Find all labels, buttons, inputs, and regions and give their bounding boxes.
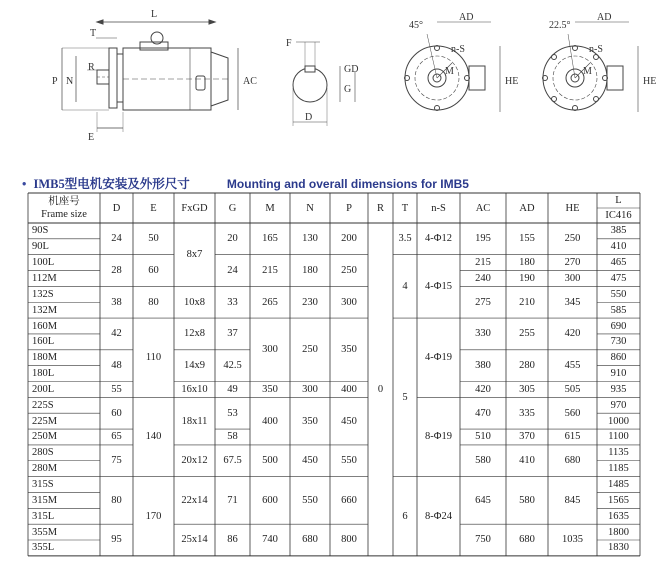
header-d: D xyxy=(112,202,121,214)
table-row-l: 465 xyxy=(610,257,627,269)
table-row-l: 1800 xyxy=(608,526,629,538)
label-L: L xyxy=(151,9,158,20)
table-cell-ac: 275 xyxy=(475,296,491,308)
table-cell-d: 28 xyxy=(111,265,122,277)
label-AD-2: AD xyxy=(597,12,612,23)
table-cell-d: 38 xyxy=(111,296,122,308)
table-row-frame: 112M xyxy=(32,272,57,284)
header-t: T xyxy=(401,202,409,214)
table-cell-ad: 155 xyxy=(519,233,535,245)
table-cell-ac: 240 xyxy=(475,272,491,284)
table-cell-m: 300 xyxy=(262,344,278,356)
table-cell-ac: 330 xyxy=(475,328,491,340)
table-cell-p: 660 xyxy=(341,494,357,506)
header-ad: AD xyxy=(519,202,535,214)
table-row-l: 1185 xyxy=(608,463,629,475)
table-row-frame: 315L xyxy=(32,510,55,522)
table-cell-t: 5 xyxy=(402,391,408,403)
label-22-5-deg: 22.5° xyxy=(549,20,571,31)
table-cell-ns: 8-Φ24 xyxy=(425,510,452,522)
table-cell-m: 600 xyxy=(262,494,278,506)
table-row-l: 1000 xyxy=(608,415,629,427)
table-cell-d: 42 xyxy=(111,328,122,340)
heading-title-cn: IMB5型电机安装及外形尺寸 xyxy=(33,177,190,191)
table-row-l: 410 xyxy=(610,241,627,253)
table-cell-ad: 680 xyxy=(519,534,535,546)
table-cell-fxgd: 12x8 xyxy=(184,328,205,340)
label-R: R xyxy=(88,62,95,73)
table-cell-n: 230 xyxy=(302,296,318,308)
table-cell-he: 300 xyxy=(564,272,581,284)
table-cell-m: 400 xyxy=(262,415,278,427)
label-HE-1: HE xyxy=(505,76,519,87)
table-row-frame: 132S xyxy=(32,288,54,300)
label-M-2: M xyxy=(583,66,592,77)
header-ns: n-S xyxy=(431,202,446,214)
label-HE-2: HE xyxy=(643,76,657,87)
table-row-frame: 100L xyxy=(32,257,55,269)
table-cell-he: 270 xyxy=(564,257,581,269)
label-T: T xyxy=(90,28,97,39)
table-row-frame: 280M xyxy=(32,463,58,475)
table-cell-n: 350 xyxy=(302,415,318,427)
table-cell-e: 170 xyxy=(145,510,162,522)
label-F: F xyxy=(286,38,292,49)
table-cell-he: 250 xyxy=(564,233,581,245)
table-cell-p: 300 xyxy=(341,296,357,308)
table-cell-ns: 4-Φ12 xyxy=(425,233,452,245)
table-cell-ac: 195 xyxy=(475,233,491,245)
table-row-frame: 280S xyxy=(32,447,54,459)
table-cell-t: 4 xyxy=(402,280,408,292)
table-cell-he: 420 xyxy=(564,328,581,340)
table-cell-ad: 370 xyxy=(519,431,535,443)
table-cell-g: 20 xyxy=(227,233,238,245)
table-row-l: 1565 xyxy=(608,494,629,506)
label-P: P xyxy=(52,76,58,87)
table-cell-g: 67.5 xyxy=(223,455,242,467)
table-cell-ad: 180 xyxy=(519,257,535,269)
table-cell-t: 6 xyxy=(402,510,408,522)
table-cell-p: 800 xyxy=(341,534,357,546)
table-row-frame: 315M xyxy=(32,494,58,506)
table-cell-e: 140 xyxy=(145,431,162,443)
table-cell-ac: 645 xyxy=(475,494,491,506)
table-row-frame: 200L xyxy=(32,383,55,395)
table-cell-g: 71 xyxy=(227,494,238,506)
table-cell-d: 55 xyxy=(111,383,122,395)
table-row-l: 1135 xyxy=(608,447,629,459)
table-cell-n: 680 xyxy=(302,534,318,546)
table-cell-g: 24 xyxy=(227,265,238,277)
table-row-l: 690 xyxy=(610,320,627,332)
table-row-l: 385 xyxy=(610,225,627,237)
table-cell-he: 615 xyxy=(564,431,581,443)
table-row-frame: 180M xyxy=(32,352,58,364)
table-row-frame: 250M xyxy=(32,431,58,443)
table-cell-m: 165 xyxy=(262,233,278,245)
table-row-l: 860 xyxy=(610,352,627,364)
table-row-frame: 160L xyxy=(32,336,55,348)
table-cell-e: 60 xyxy=(148,265,159,277)
table-cell-d: 48 xyxy=(111,360,122,372)
table-cell-fxgd: 20x12 xyxy=(181,455,208,467)
table-cell-g: 86 xyxy=(227,534,238,546)
table-cell-g: 33 xyxy=(227,296,238,308)
table-cell-he: 505 xyxy=(564,383,581,395)
table-cell-ns: 8-Φ19 xyxy=(425,431,452,443)
table-cell-m: 215 xyxy=(262,265,278,277)
table-cell-ad: 305 xyxy=(519,383,535,395)
table-cell-fxgd: 8x7 xyxy=(186,249,203,261)
table-cell-he: 1035 xyxy=(562,534,583,546)
table-cell-g: 37 xyxy=(227,328,238,340)
header-p: P xyxy=(346,202,352,214)
label-nS-1: n-S xyxy=(451,44,465,55)
table-row-frame: 180L xyxy=(32,368,55,380)
table-cell-fxgd: 16x10 xyxy=(181,383,208,395)
table-cell-ac: 510 xyxy=(475,431,491,443)
table-cell-g: 42.5 xyxy=(223,360,242,372)
table-cell-ac: 750 xyxy=(475,534,491,546)
header-l-sub: IC416 xyxy=(605,210,632,221)
header-l: L xyxy=(615,195,622,206)
table-cell-fxgd: 10x8 xyxy=(184,296,205,308)
table-cell-ad: 210 xyxy=(519,296,535,308)
table-row-l: 1485 xyxy=(608,479,629,491)
table-row-l: 910 xyxy=(610,368,627,380)
label-AD-1: AD xyxy=(459,12,474,23)
table-cell-p: 550 xyxy=(341,455,357,467)
table-row-l: 1830 xyxy=(608,542,629,554)
label-M-1: M xyxy=(445,66,454,77)
table-cell-ns: 4-Φ15 xyxy=(425,280,452,292)
table-cell-he: 845 xyxy=(564,494,581,506)
table-cell-d: 60 xyxy=(111,407,122,419)
table-row-l: 970 xyxy=(610,399,627,411)
label-N: N xyxy=(66,76,74,87)
table-cell-n: 250 xyxy=(302,344,318,356)
table-cell-n: 300 xyxy=(302,383,318,395)
header-n: N xyxy=(306,202,314,214)
table-row-l: 1635 xyxy=(608,510,629,522)
header-m: M xyxy=(265,202,275,214)
table-cell-d: 75 xyxy=(111,455,122,467)
table-row-l: 475 xyxy=(610,272,627,284)
header-frame-cn: 机座号 xyxy=(48,196,80,207)
table-cell-e: 80 xyxy=(148,296,159,308)
table-cell-d: 65 xyxy=(111,431,122,443)
heading-bullet: • xyxy=(22,177,27,191)
table-cell-d: 80 xyxy=(111,494,122,506)
header-e: E xyxy=(150,202,157,214)
label-E: E xyxy=(88,132,95,143)
table-cell-g: 58 xyxy=(227,431,238,443)
table-cell-p: 400 xyxy=(341,383,357,395)
table-cell-ad: 280 xyxy=(519,360,535,372)
header-he: HE xyxy=(565,202,580,214)
table-cell-ac: 420 xyxy=(475,383,491,395)
header-r: R xyxy=(376,202,384,214)
table-cell-g: 53 xyxy=(227,407,238,419)
table-cell-ac: 470 xyxy=(475,407,491,419)
table-cell-fxgd: 22x14 xyxy=(181,494,208,506)
table-cell-n: 130 xyxy=(302,233,318,245)
table-row-l: 730 xyxy=(610,336,627,348)
table-row-frame: 132M xyxy=(32,304,58,316)
label-GD: GD xyxy=(344,64,359,75)
table-row-frame: 315S xyxy=(32,479,54,491)
table-cell-fxgd: 14x9 xyxy=(184,360,205,372)
table-cell-he: 455 xyxy=(564,360,581,372)
header-ac: AC xyxy=(475,202,491,214)
table-cell-ad: 335 xyxy=(519,407,535,419)
table-cell-p: 200 xyxy=(341,233,357,245)
table-cell-he: 560 xyxy=(564,407,581,419)
heading-title-en: Mounting and overall dimensions for IMB5 xyxy=(226,177,469,191)
table-row-l: 550 xyxy=(610,288,627,300)
table-row-l: 935 xyxy=(610,383,627,395)
table-cell-p: 450 xyxy=(341,415,357,427)
table-row-frame: 90S xyxy=(32,225,49,237)
label-AC: AC xyxy=(243,76,257,87)
table-cell-m: 265 xyxy=(262,296,278,308)
table-row-frame: 355L xyxy=(32,542,55,554)
table-cell-n: 180 xyxy=(302,265,318,277)
table-cell-d: 95 xyxy=(111,534,122,546)
table-cell-ad: 190 xyxy=(519,272,535,284)
table-cell-ad: 580 xyxy=(519,494,535,506)
table-cell-p: 250 xyxy=(341,265,357,277)
table-cell-m: 740 xyxy=(262,534,278,546)
label-G: G xyxy=(344,84,352,95)
table-cell-ns: 4-Φ19 xyxy=(425,352,452,364)
table-cell-e: 110 xyxy=(145,352,162,364)
table-cell-g: 49 xyxy=(227,383,238,395)
table-cell-p: 350 xyxy=(341,344,357,356)
table-cell-ac: 580 xyxy=(475,455,491,467)
label-nS-2: n-S xyxy=(589,44,603,55)
table-cell-m: 350 xyxy=(262,383,278,395)
table-cell-ad: 255 xyxy=(519,328,535,340)
label-D: D xyxy=(305,112,313,123)
table-cell-e: 50 xyxy=(148,233,159,245)
table-cell-t: 3.5 xyxy=(398,233,412,245)
table-row-frame: 225S xyxy=(32,399,54,411)
table-cell-d: 24 xyxy=(111,233,122,245)
label-45-deg: 45° xyxy=(409,20,423,31)
table-cell-fxgd: 25x14 xyxy=(181,534,208,546)
table-row-frame: 90L xyxy=(32,241,49,253)
table-row-frame: 355M xyxy=(32,526,58,538)
table-cell-fxgd: 18x11 xyxy=(181,415,208,427)
table-cell-m: 500 xyxy=(262,455,278,467)
table-cell-ac: 380 xyxy=(475,360,491,372)
table-cell-ac: 215 xyxy=(475,257,491,269)
table-row-l: 585 xyxy=(610,304,627,316)
table-row-frame: 160M xyxy=(32,320,58,332)
table-cell-he: 345 xyxy=(564,296,581,308)
header-fxgd: FxGD xyxy=(181,202,208,214)
table-cell-r: 0 xyxy=(377,383,384,395)
table-cell-he: 680 xyxy=(564,455,581,467)
table-row-frame: 225M xyxy=(32,415,58,427)
table-cell-ad: 410 xyxy=(519,455,535,467)
header-frame-size xyxy=(28,193,100,223)
header-frame-en: Frame size xyxy=(41,209,87,220)
header-g: G xyxy=(228,202,237,214)
table-cell-n: 550 xyxy=(302,494,318,506)
table-row-l: 1100 xyxy=(608,431,629,443)
table-cell-n: 450 xyxy=(302,455,318,467)
